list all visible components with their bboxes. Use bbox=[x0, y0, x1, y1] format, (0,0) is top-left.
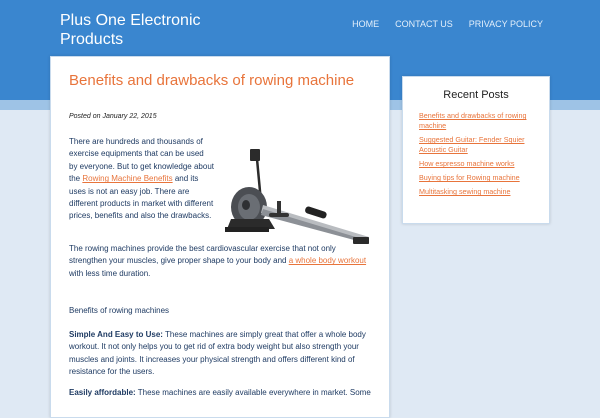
widget-title: Recent Posts bbox=[443, 89, 509, 101]
affordable-text: These machines are easily available everywhere in market. Some bbox=[135, 388, 371, 397]
recent-post-link[interactable]: Multitasking sewing machine bbox=[419, 187, 511, 196]
main-content bbox=[50, 56, 390, 418]
nav-contact-link[interactable]: CONTACT US bbox=[395, 19, 453, 29]
nav-privacy-link[interactable]: PRIVACY POLICY bbox=[468, 19, 543, 29]
simple-easy-text: These machines are simply great that offer a whole body workout. It not only helps you to get rid of extra body weight but also strength your muscles and joints. It increases your physical strength and offers different kind of resistance for the users. bbox=[69, 330, 366, 377]
paragraph-intro-text-end: and its uses is not an easy job. There are different products in market with different prices, benefits and also the drawbacks. bbox=[69, 174, 214, 221]
post-date: January 22, 2015 bbox=[102, 113, 157, 120]
list-item bbox=[419, 187, 547, 197]
main-nav bbox=[336, 19, 543, 29]
rowing-machine-image bbox=[219, 147, 373, 251]
post-title[interactable]: Benefits and drawbacks of rowing machine bbox=[69, 72, 355, 89]
recent-posts-list bbox=[419, 111, 547, 201]
list-item bbox=[419, 111, 547, 131]
paragraph-intro bbox=[69, 136, 214, 223]
paragraph-cardio bbox=[69, 243, 369, 280]
list-item bbox=[419, 173, 547, 183]
recent-post-link[interactable]: Buying tips for Rowing machine bbox=[419, 173, 520, 182]
benefits-heading: Benefits of rowing machines bbox=[69, 306, 170, 315]
simple-easy-label: Simple And Easy to Use: bbox=[69, 330, 163, 339]
site-title[interactable]: Plus One Electronic Products bbox=[60, 12, 201, 48]
paragraph-cardio-text-end: with less time duration. bbox=[69, 268, 151, 278]
whole-body-workout-link[interactable]: a whole body workout bbox=[288, 256, 367, 266]
rowing-benefits-link[interactable]: Rowing Machine Benefits bbox=[82, 174, 173, 184]
post-meta bbox=[69, 113, 157, 120]
paragraph-affordable bbox=[69, 387, 374, 399]
paragraph-simple-easy bbox=[69, 329, 374, 379]
recent-post-link[interactable]: Suggested Guitar: Fender Squier Acoustic Guitar bbox=[419, 135, 525, 154]
post-meta-prefix: Posted on bbox=[69, 113, 101, 120]
recent-post-link[interactable]: Benefits and drawbacks of rowing machine bbox=[419, 111, 527, 130]
recent-posts-widget bbox=[402, 76, 550, 224]
recent-post-link[interactable]: How espresso machine works bbox=[419, 159, 515, 168]
affordable-label: Easily affordable: bbox=[69, 388, 136, 397]
paragraph-intro-text: There are hundreds and thousands of exercise equipments that can be used by everyone. But to get knowledge about the bbox=[69, 137, 214, 184]
nav-home-link[interactable]: HOME bbox=[352, 19, 380, 29]
list-item bbox=[419, 159, 547, 169]
list-item bbox=[419, 135, 547, 155]
paragraph-cardio-text: The rowing machines provide the best cardiovascular exercise that not only strengthen your muscles, give proper shape to your body and bbox=[69, 244, 336, 266]
